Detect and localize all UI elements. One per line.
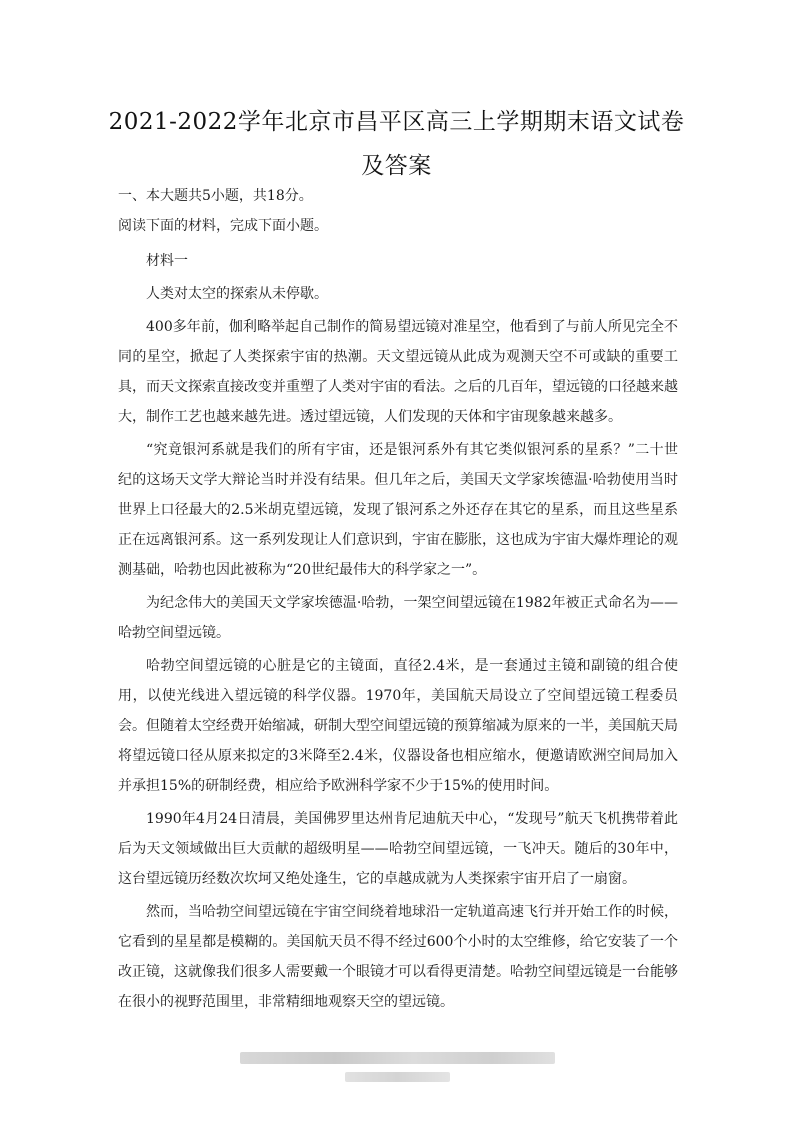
paragraph: 然而，当哈勃空间望远镜在宇宙空间绕着地球沿一定轨道高速飞行并开始工作的时候，它看到的星星都是模糊的。美国航天员不得不经过600个小时的太空维修，给它安装了一个改正镜，这就像我们很多人需要戴一个眼镜才可以看得更清楚。哈勃空间望远镜是一台能够在很小的视野范围里，非常精细地观察天空的望远镜。 xyxy=(118,904,678,1010)
paragraph: 为纪念伟大的美国天文学家埃德温·哈勃，一架空间望远镜在1982年被正式命名为——哈勃空间望远镜。 xyxy=(118,595,678,641)
section-heading: 一、本大题共5小题，共18分。 xyxy=(118,188,313,204)
material-label: 材料一 xyxy=(146,253,188,269)
blurred-footer-watermark-secondary xyxy=(345,1072,450,1082)
paragraph: 1990年4月24日清晨，美国佛罗里达州肯尼迪航天中心，“发现号”航天飞机携带着此后为天文领域做出巨大贡献的超级明星——哈勃空间望远镜，一飞冲天。随后的30年中，这台望远镜历经数次坎坷又绝处逢生，它的卓越成就为人类探索宇宙开启了一扇窗。 xyxy=(118,811,678,887)
paragraph: 400多年前，伽利略举起自己制作的简易望远镜对准星空，他看到了与前人所见完全不同的星空，掀起了人类探索宇宙的热潮。天文望远镜从此成为观测天空不可或缺的重要工具，而天文探索直接改变并重塑了人类对宇宙的看法。之后的几百年，望远镜的口径越来越大，制作工艺也越来越先进。透过望远镜，人们发现的天体和宇宙现象越来越多。 xyxy=(118,319,678,425)
passage-body xyxy=(118,246,678,1020)
paragraph: “究竟银河系就是我们的所有宇宙，还是银河系外有其它类似银河系的星系？”二十世纪的这场天文学大辩论当时并没有结果。但几年之后，美国天文学家埃德温·哈勃使用当时世界上口径最大的2.5米胡克望远镜，发现了银河系之外还存在其它的星系，而且这些星系正在远离银河系。这一系列发现让人们意识到，宇宙在膨胀，这也成为宇宙大爆炸理论的观测基础，哈勃也因此被称为“20世纪最伟大的科学家之一”。 xyxy=(118,442,678,578)
document-title: 2021-2022学年北京市昌平区高三上学期期末语文试卷及答案 xyxy=(108,109,685,179)
paragraph: 人类对太空的探索从未停歇。 xyxy=(146,286,328,302)
paragraph: 哈勃空间望远镜的心脏是它的主镜面，直径2.4米，是一套通过主镜和副镜的组合使用，以使光线进入望远镜的科学仪器。1970年，美国航天局设立了空间望远镜工程委员会。但随着太空经费开始缩减，研制大型空间望远镜的预算缩减为原来的一半，美国航天局将望远镜口径从原来拟定的3米降至2.4米，仪器设备也相应缩水，便邀请欧洲空间局加入并承担15%的研制经费，相应给予欧洲科学家不少于15%的使用时间。 xyxy=(118,658,678,794)
blurred-footer-watermark xyxy=(240,1052,555,1064)
reading-instruction: 阅读下面的材料，完成下面小题。 xyxy=(118,218,328,234)
